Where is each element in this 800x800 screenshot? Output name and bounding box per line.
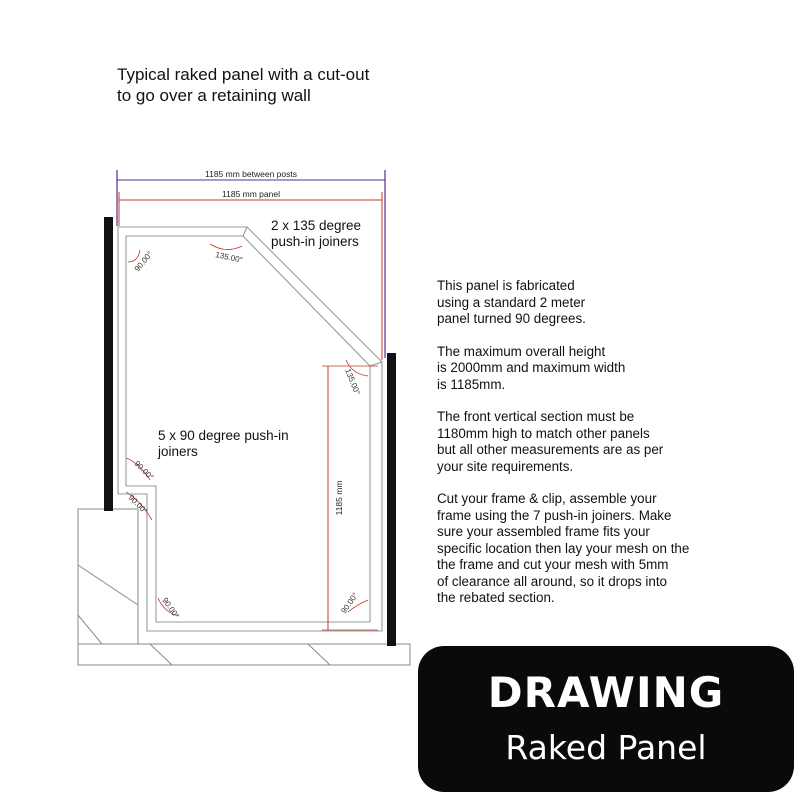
angle-label-2: 135.00° (214, 250, 244, 265)
badge-heading: DRAWING (487, 668, 725, 717)
notes-panel (437, 278, 767, 623)
ground-slab (78, 644, 410, 665)
retaining-wall (78, 509, 138, 644)
angle-label-5: 90.00° (126, 493, 150, 516)
dimension-panel (119, 189, 382, 360)
drawing-badge (418, 646, 794, 792)
angle-label-6: 90.00° (160, 595, 182, 621)
angle-label-3: 135.00° (343, 367, 362, 397)
dimension-front-height-label: 1185 mm (334, 480, 344, 516)
dimension-between-posts-label: 1185 mm between posts (205, 169, 297, 179)
note-2: The maximum overall height is 2000mm and maximum width is 1185mm. (437, 343, 626, 392)
angle-label-7: 90.00° (339, 590, 360, 616)
label-135-joiners: 2 x 135 degree push-in joiners (271, 218, 362, 249)
right-post (387, 353, 396, 646)
left-post (104, 217, 113, 511)
label-90-joiners: 5 x 90 degree push-in joiners (158, 428, 289, 459)
note-4: Cut your frame & clip, assemble your frame using the 7 push-in joiners. Make sure your assembled frame fits your specific location then lay your mesh on the the frame and cut your mesh with 5mm of clearance all around, so it drops into the rebated section. (437, 491, 690, 605)
dimension-panel-label: 1185 mm panel (222, 189, 280, 199)
angle-label-1: 90.00° (132, 249, 155, 274)
badge-subheading: Raked Panel (505, 728, 707, 767)
angle-label-4: 90.00° (132, 459, 156, 482)
note-3: The front vertical section must be 1180mm high to match other panels but all other measurements are as per your site requirements. (437, 409, 664, 474)
note-1: This panel is fabricated using a standard 2 meter panel turned 90 degrees. (437, 278, 586, 326)
diagram-title: Typical raked panel with a cut-out to go over a retaining wall (117, 65, 370, 105)
